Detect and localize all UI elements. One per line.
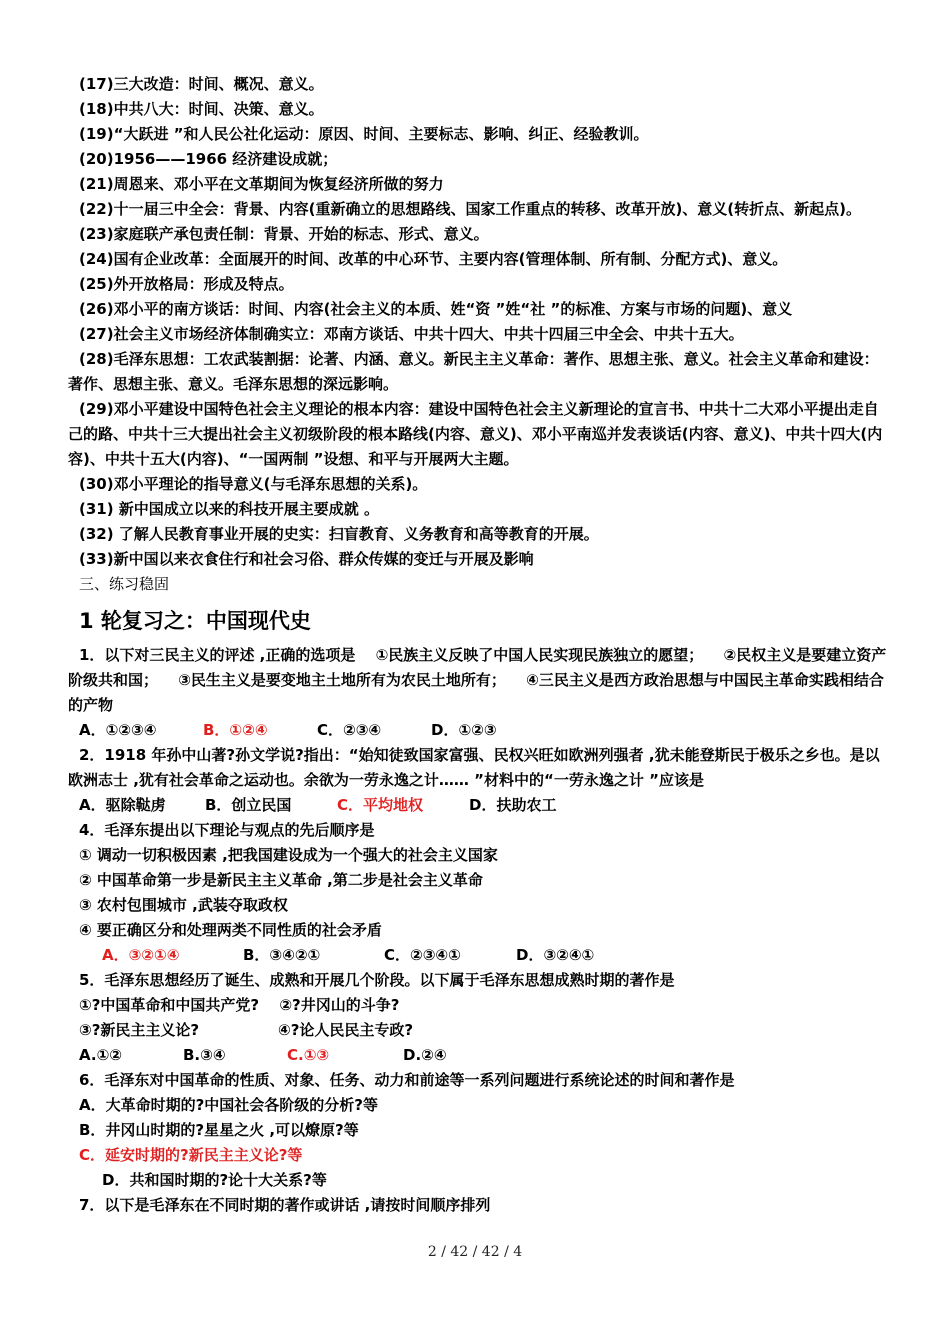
outline-item-25: (25)外开放格局：形成及特点。 <box>79 275 294 293</box>
q6-option-d: D．共和国时期的?论十大关系?等 <box>102 1171 327 1189</box>
question-4-stem: 4．毛泽东提出以下理论与观点的先后顺序是 <box>79 821 375 839</box>
q5-option-d: D.②④ <box>403 1046 447 1064</box>
outline-item-30: (30)邓小平理论的指导意义(与毛泽东思想的关系)。 <box>79 475 428 493</box>
q5-option-c: C.①③ <box>287 1046 330 1064</box>
question-7-stem: 7．以下是毛泽东在不同时期的著作或讲话 ,请按时间顺序排列 <box>79 1196 491 1214</box>
outline-item-21: (21)周恩来、邓小平在文革期间为恢复经济所做的努力 <box>79 175 444 193</box>
q6-option-a: A．大革命时期的?中国社会各阶级的分析?等 <box>79 1096 379 1114</box>
q6-option-c: C．延安时期的?新民主主义论?等 <box>79 1146 303 1164</box>
question-4-options <box>68 943 888 968</box>
outline-item-28: (28)毛泽东思想：工农武装割据：论著、内涵、意义。新民主主义革命：著作、思想主张、意义。社会主义革命和建设：著作、思想主张、意义。毛泽东思想的深远影响。 <box>68 350 879 393</box>
q2-option-b: B．创立民国 <box>205 796 292 814</box>
q2-option-c: C．平均地权 <box>337 796 424 814</box>
q4-option-a: A．③②①④ <box>102 946 180 964</box>
q1-option-c: C．②③④ <box>317 721 382 739</box>
q4-item-2: ② 中国革命第一步是新民主主义革命 ,第二步是社会主义革命 <box>79 871 483 889</box>
q4-item-1: ① 调动一切积极因素 ,把我国建设成为一个强大的社会主义国家 <box>79 846 498 864</box>
question-1-options <box>68 718 888 743</box>
q6-option-b: B．井冈山时期的?星星之火 ,可以燎原?等 <box>79 1121 359 1139</box>
section-heading: 三、练习稳固 <box>79 575 170 593</box>
outline-item-31: (31) 新中国成立以来的科技开展主要成就 。 <box>79 500 380 518</box>
q5-option-b: B.③④ <box>183 1046 226 1064</box>
q4-option-b: B．③④②① <box>243 946 321 964</box>
outline-item-18: (18)中共八大：时间、决策、意义。 <box>79 100 324 118</box>
outline-item-33: (33)新中国以来衣食住行和社会习俗、群众传媒的变迁与开展及影响 <box>79 550 534 568</box>
q4-item-3: ③ 农村包围城市 ,武装夺取政权 <box>79 896 288 914</box>
question-2-stem: 2．1918 年孙中山著?孙文学说?指出：“始知徒致国家富强、民权兴旺如欧洲列强者 ,犹未能登斯民于极乐之乡也。是以欧洲志士 ,犹有社会革命之运动也。余欲为一劳永逸之计…… ”材料中的“一劳永逸之计 ”应该是 <box>68 746 880 789</box>
outline-item-29: (29)邓小平建设中国特色社会主义理论的根本内容：建设中国特色社会主义新理论的宣言书、中共十二大邓小平提出走自己的路、中共十三大提出社会主义初级阶段的根本路线(内容、意义)、邓小平南巡并发表谈话(内容、意义)、中共十四大(内容)、中共十五大(内容)、“一国两制 ”设想、和平与开展两大主题。 <box>68 400 883 468</box>
page-number: 2 / 42 / 42 / 4 <box>427 1244 523 1260</box>
question-2-options <box>68 793 888 818</box>
q5-work-3: ③?新民主主义论? <box>79 1021 200 1039</box>
q1-option-a: A．①②③④ <box>79 721 157 739</box>
outline-item-23: (23)家庭联产承包责任制：背景、开始的标志、形式、意义。 <box>79 225 489 243</box>
outline-item-17: (17)三大改造：时间、概况、意义。 <box>79 75 324 93</box>
q5-work-4: ④?论人民民主专政? <box>278 1021 414 1039</box>
q4-item-4: ④ 要正确区分和处理两类不同性质的社会矛盾 <box>79 921 382 939</box>
q2-option-d: D．扶助农工 <box>469 796 557 814</box>
q4-option-d: D．③②④① <box>516 946 595 964</box>
outline-item-20: (20)1956——1966 经济建设成就； <box>79 150 338 168</box>
outline-item-19: (19)“大跃进 ”和人民公社化运动：原因、时间、主要标志、影响、纠正、经验教训。 <box>79 125 649 143</box>
outline-item-24: (24)国有企业改革：全面展开的时间、改革的中心环节、主要内容(管理体制、所有制、分配方式)、意义。 <box>79 250 788 268</box>
page-title: 1 轮复习之：中国现代史 <box>79 609 311 633</box>
q5-option-a: A.①② <box>79 1046 122 1064</box>
q2-option-a: A．驱除鞑虏 <box>79 796 166 814</box>
q5-works-2 <box>68 1018 888 1043</box>
question-5-options <box>68 1043 888 1068</box>
outline-item-32: (32) 了解人民教育事业开展的史实：扫盲教育、义务教育和高等教育的开展。 <box>79 525 599 543</box>
q1-option-d: D．①②③ <box>431 721 497 739</box>
outline-item-22: (22)十一届三中全会：背景、内容(重新确立的思想路线、国家工作重点的转移、改革开放)、意义(转折点、新起点)。 <box>79 200 862 218</box>
outline-item-26: (26)邓小平的南方谈话：时间、内容(社会主义的本质、姓“资 ”姓“社 ”的标准、方案与市场的问题)、意义 <box>79 300 793 318</box>
q5-works-1: ①?中国革命和中国共产党? ②?井冈山的斗争? <box>79 996 400 1014</box>
question-5-stem: 5．毛泽东思想经历了诞生、成熟和开展几个阶段。以下属于毛泽东思想成熟时期的著作是 <box>79 971 675 989</box>
q4-option-c: C．②③④① <box>384 946 461 964</box>
question-1-stem: 1．以下对三民主义的评述 ,正确的选项是 ①民族主义反映了中国人民实现民族独立的愿望； ②民权主义是要建立资产阶级共和国； ③民生主义是要变地主土地所有为农民土地所有； ④三民主义是西方政治思想与中国民主革命实践相结合的产物 <box>68 646 887 714</box>
q1-option-b: B．①②④ <box>203 721 268 739</box>
outline-item-27: (27)社会主义市场经济体制确实立：邓南方谈话、中共十四大、中共十四届三中全会、中共十五大。 <box>79 325 744 343</box>
question-6-stem: 6．毛泽东对中国革命的性质、对象、任务、动力和前途等一系列问题进行系统论述的时间和著作是 <box>79 1071 735 1089</box>
document-body <box>68 72 888 1218</box>
